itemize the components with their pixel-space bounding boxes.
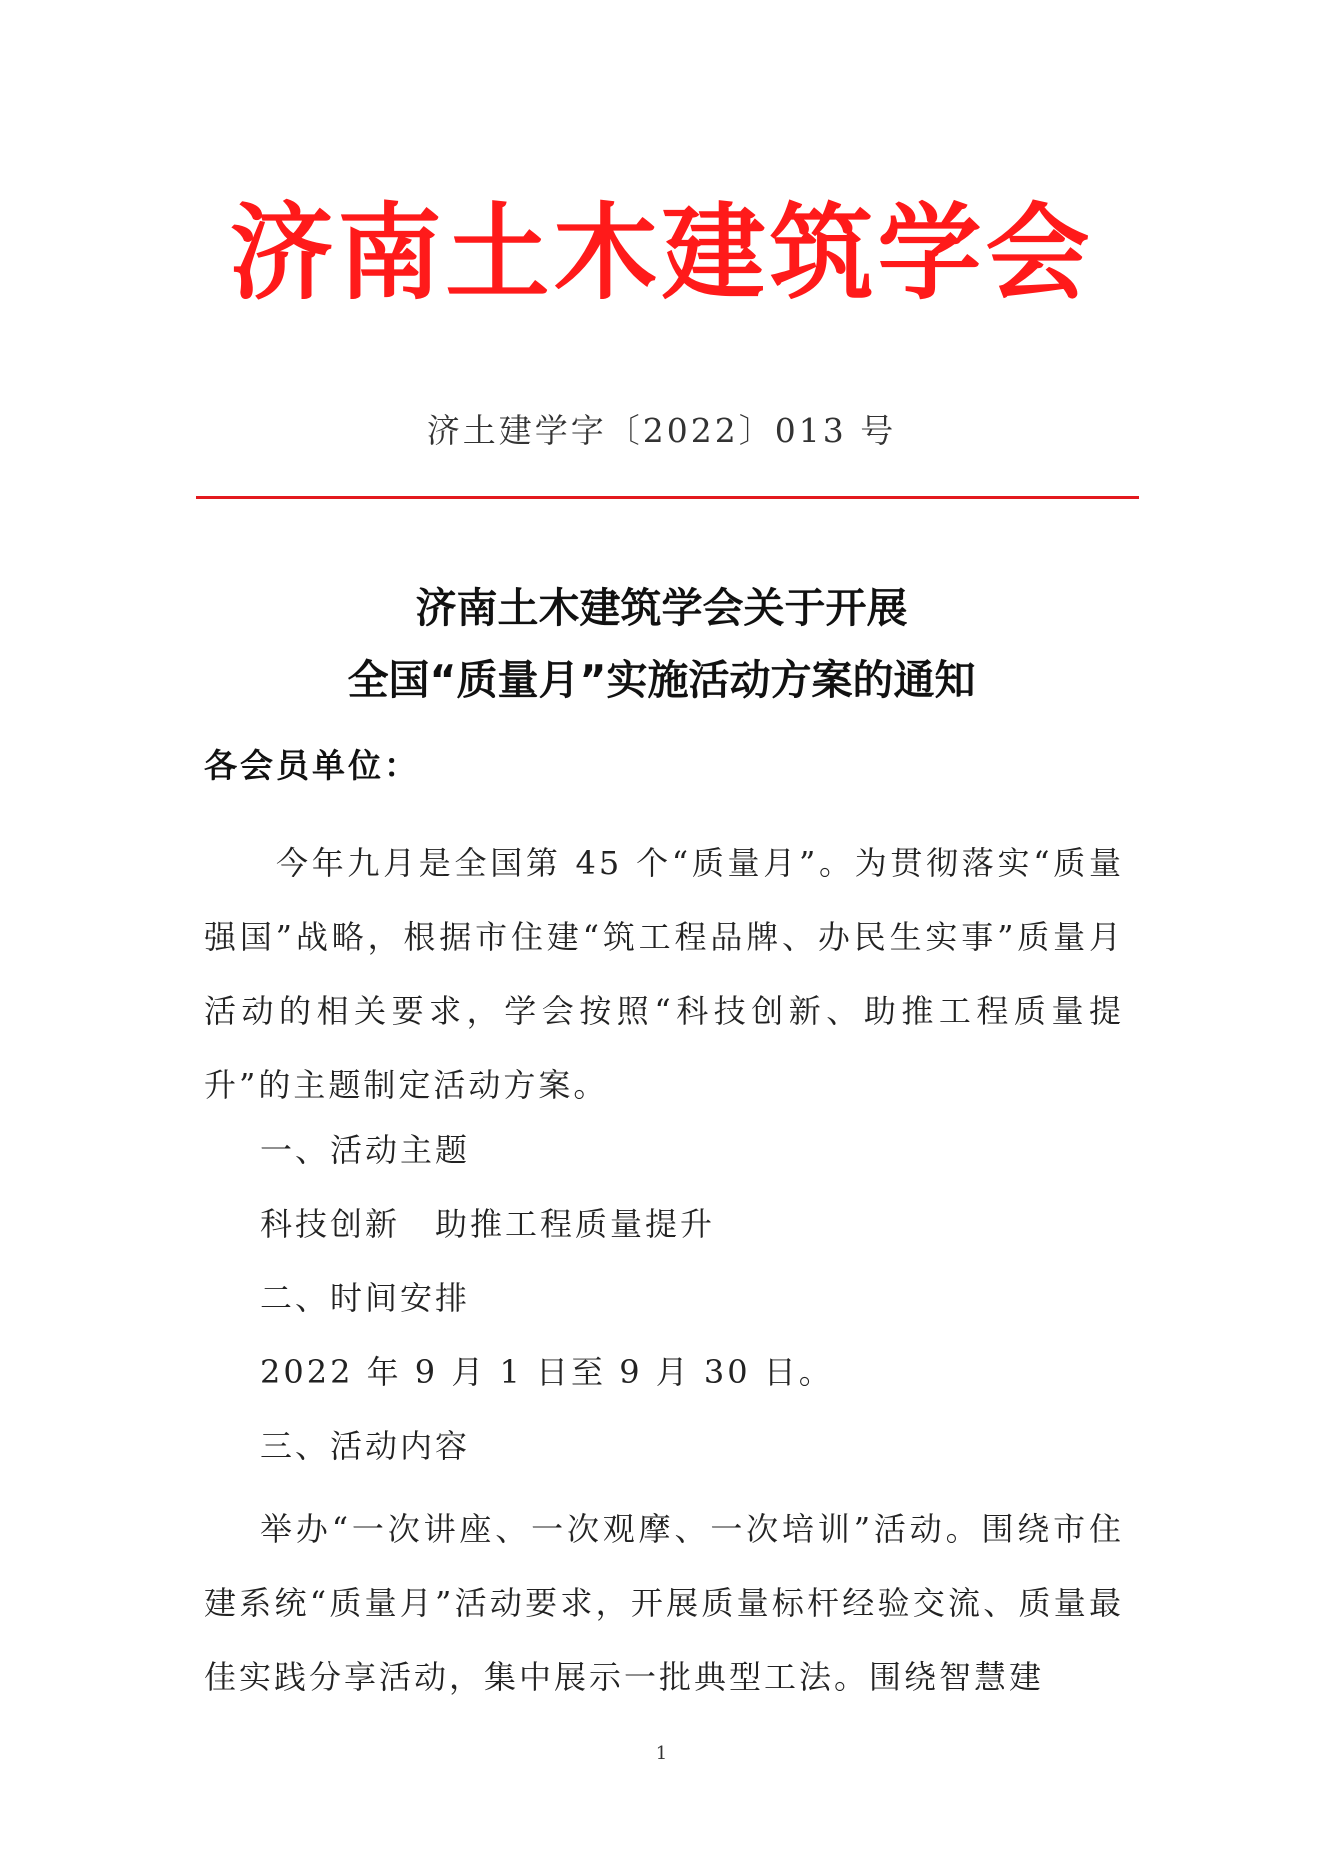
red-divider-line xyxy=(196,496,1139,499)
title-line-1: 济南土木建筑学会关于开展 xyxy=(415,584,908,632)
salutation: 各会员单位： xyxy=(204,746,420,785)
document-title xyxy=(0,572,1323,716)
section-1-heading: 一、活动主题 xyxy=(260,1131,471,1169)
title-line-2: 全国“质量月”实施活动方案的通知 xyxy=(347,656,976,704)
section-2-heading: 二、时间安排 xyxy=(260,1279,471,1317)
intro-paragraph: 今年九月是全国第 45 个“质量月”。为贯彻落实“质量强国”战略，根据市住建“筑工程品牌、办民生实事”质量月活动的相关要求，学会按照“科技创新、助推工程质量提升”的主题制定活动方案。 xyxy=(204,844,1124,1104)
section-1-text: 科技创新 助推工程质量提升 xyxy=(260,1205,716,1243)
section-2-text: 2022 年 9 月 1 日至 9 月 30 日。 xyxy=(260,1353,834,1391)
section-3-paragraph: 举办“一次讲座、一次观摩、一次培训”活动。围绕市住建系统“质量月”活动要求，开展质量标杆经验交流、质量最佳实践分享活动，集中展示一批典型工法。围绕智慧建 xyxy=(204,1510,1124,1696)
page-number: 1 xyxy=(655,1743,668,1764)
section-3-heading: 三、活动内容 xyxy=(260,1427,471,1465)
section-list xyxy=(204,1124,1124,1472)
organization-header: 济南土木建筑学会 xyxy=(229,192,1094,314)
document-number: 济土建学字〔2022〕013 号 xyxy=(426,411,897,450)
